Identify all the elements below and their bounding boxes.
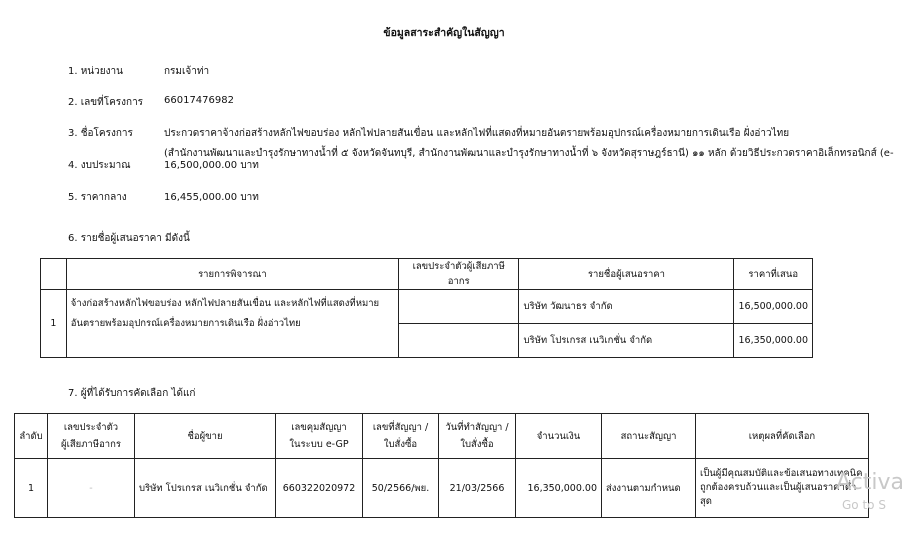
header-status: สถานะสัญญา bbox=[602, 414, 696, 459]
header-line: เลขที่สัญญา / bbox=[372, 422, 429, 433]
header-line: ใบสั่งซื้อ bbox=[460, 439, 494, 450]
selected-table bbox=[14, 413, 869, 518]
project-name-line2: (สำนักงานพัฒนาและบำรุงรักษาทางน้ำที่ ๕ จังหวัดจันทบุรี, สำนักงานพัฒนาและบำรุงรักษาทางน้ำที่ ๖ จังหวัดสุราษฎร์ธานี) ๑๑ หลัก ด้วยวิธีประกวดราคาอิเล็กทรอนิกส์ (e- bbox=[164, 148, 894, 159]
header-line: ผู้เสียภาษีอากร bbox=[61, 439, 121, 450]
contract-status: ส่งงานตามกำหนด bbox=[602, 459, 696, 518]
header-cell: รายการพิจารณา bbox=[66, 259, 398, 290]
item-description bbox=[66, 290, 398, 358]
page-title: ข้อมูลสาระสำคัญในสัญญา bbox=[383, 27, 505, 39]
seller-name: บริษัท โปรเกรส เนวิเกชั่น จำกัด bbox=[135, 459, 276, 518]
tax-id-cell bbox=[398, 324, 519, 358]
control-number: 660322020972 bbox=[276, 459, 363, 518]
row-number: 1 bbox=[41, 290, 67, 358]
header-cell: รายชื่อผู้เสนอราคา bbox=[519, 259, 734, 290]
bid-price: 16,500,000.00 bbox=[734, 290, 813, 324]
table-header-row bbox=[41, 259, 813, 290]
reason-line: สุด bbox=[700, 496, 712, 507]
header-tax-id bbox=[48, 414, 135, 459]
header-reason: เหตุผลที่คัดเลือก bbox=[696, 414, 869, 459]
item-line: จ้างก่อสร้างหลักไฟขอบร่อง หลักไฟปลายสันเขื่อน และหลักไฟที่แสดงที่หมาย bbox=[70, 298, 380, 309]
item-line: อันตรายพร้อมอุปกรณ์เครื่องหมายการเดินเรือ ฝั่งอ่าวไทย bbox=[70, 318, 301, 329]
bidder-name: บริษัท โปรเกรส เนวิเกชั่น จำกัด bbox=[519, 324, 734, 358]
header-seller: ชื่อผู้ขาย bbox=[135, 414, 276, 459]
reason-line: เป็นผู้มีคุณสมบัติและข้อเสนอทางเทคนิค bbox=[700, 468, 863, 479]
activation-watermark: Activa bbox=[836, 470, 904, 495]
header-amount: จำนวนเงิน bbox=[516, 414, 602, 459]
budget-label: 4. งบประมาณ bbox=[68, 160, 131, 171]
header-line: วันที่ทำสัญญา / bbox=[445, 422, 509, 433]
bidders-table bbox=[40, 258, 813, 358]
reason-line: ถูกต้องครบถ้วนและเป็นผู้เสนอราคาต่ำ bbox=[700, 482, 857, 493]
bidders-section-label: 6. รายชื่อผู้เสนอราคา มีดังนี้ bbox=[68, 233, 190, 244]
project-name-line1: ประกวดราคาจ้างก่อสร้างหลักไฟขอบร่อง หลักไฟปลายสันเขื่อน และหลักไฟที่แสดงที่หมายอันตรายพร้อมอุปกรณ์เครื่องหมายการเดินเรือ ฝั่งอ่าวไทย bbox=[164, 128, 790, 139]
tax-id-cell bbox=[398, 290, 519, 324]
contract-date: 21/03/2566 bbox=[439, 459, 516, 518]
header-date bbox=[439, 414, 516, 459]
project-name-label: 3. ชื่อโครงการ bbox=[68, 128, 133, 139]
contract-number: 50/2566/พย. bbox=[363, 459, 439, 518]
project-no-value: 66017476982 bbox=[164, 95, 234, 106]
tax-id-cell: - bbox=[48, 459, 135, 518]
header-cell: ราคาที่เสนอ bbox=[734, 259, 813, 290]
table-row bbox=[15, 459, 869, 518]
header-contract-no bbox=[363, 414, 439, 459]
budget-value: 16,500,000.00 บาท bbox=[164, 160, 259, 171]
table-header-row bbox=[15, 414, 869, 459]
header-no: ลำดับ bbox=[15, 414, 48, 459]
header-cell: เลขประจำตัวผู้เสียภาษีอากร bbox=[398, 259, 519, 290]
agency-value: กรมเจ้าท่า bbox=[164, 66, 210, 77]
agency-label: 1. หน่วยงาน bbox=[68, 66, 123, 77]
header-line: ในระบบ e-GP bbox=[289, 439, 349, 450]
bid-price: 16,350,000.00 bbox=[734, 324, 813, 358]
project-no-label: 2. เลขที่โครงการ bbox=[68, 97, 144, 108]
median-price-value: 16,455,000.00 บาท bbox=[164, 192, 259, 203]
bidder-name: บริษัท วัฒนาธร จำกัด bbox=[519, 290, 734, 324]
header-cell bbox=[41, 259, 67, 290]
activation-watermark-sub: Go to S bbox=[842, 498, 886, 512]
selected-section-label: 7. ผู้ที่ได้รับการคัดเลือก ได้แก่ bbox=[68, 388, 196, 399]
row-number: 1 bbox=[15, 459, 48, 518]
table-row bbox=[41, 290, 813, 324]
header-control bbox=[276, 414, 363, 459]
header-line: เลขคุมสัญญา bbox=[291, 422, 347, 433]
header-line: เลขประจำตัว bbox=[63, 422, 119, 433]
header-line: ใบสั่งซื้อ bbox=[383, 439, 418, 450]
contract-amount: 16,350,000.00 bbox=[516, 459, 602, 518]
median-price-label: 5. ราคากลาง bbox=[68, 192, 127, 203]
